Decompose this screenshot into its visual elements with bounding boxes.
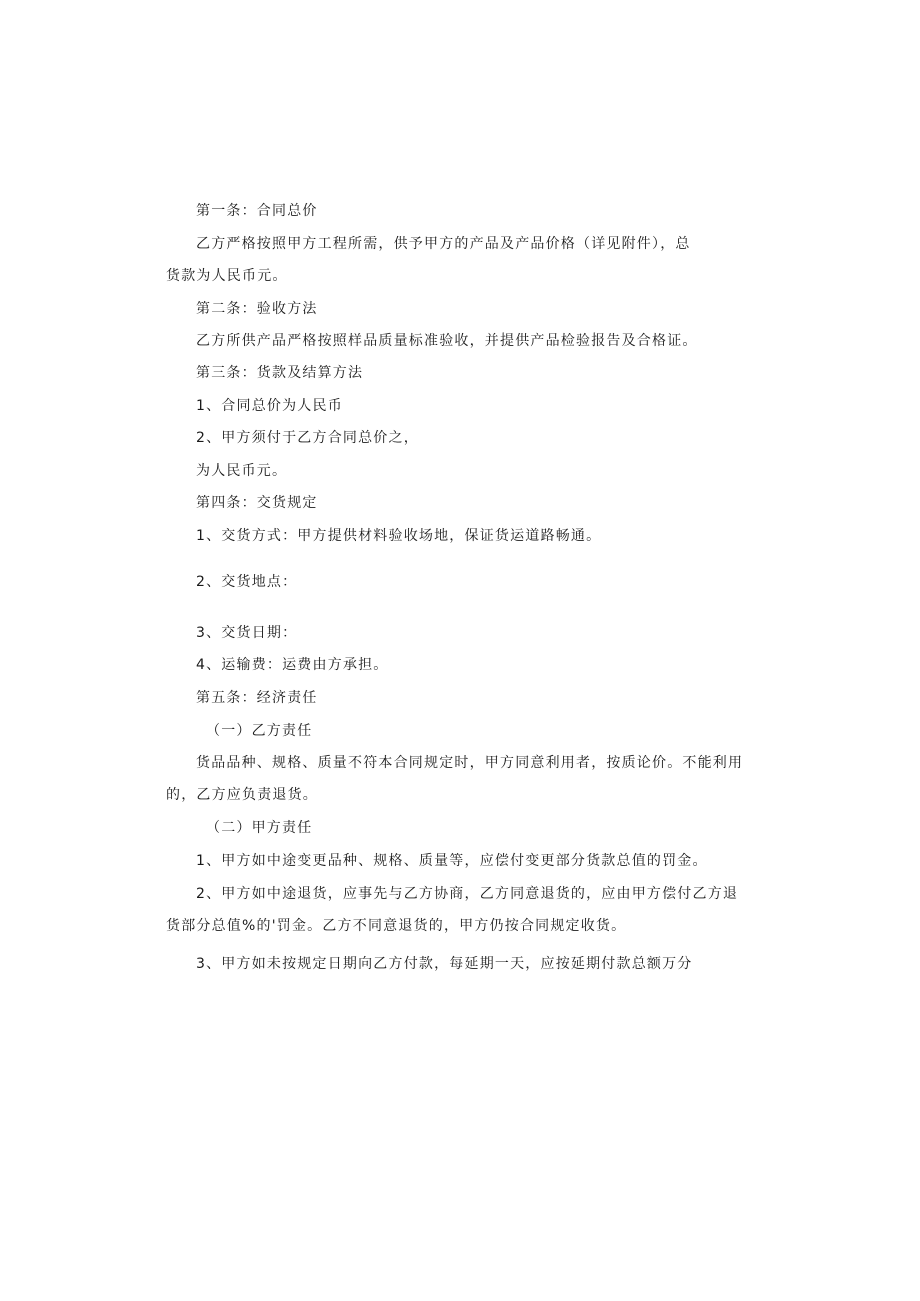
article-2-heading: 第二条：验收方法 <box>196 301 318 317</box>
article-5-sub-2-heading: （二）甲方责任 <box>206 820 313 836</box>
article-4-item-4: 4、运输费：运费由方承担。 <box>196 657 389 673</box>
article-3-item-2-cont: 为人民币元。 <box>196 463 288 479</box>
article-5-sub-2-item-3: 3、甲方如未按规定日期向乙方付款，每延期一天，应按延期付款总额万分 <box>196 956 693 972</box>
article-4-item-2: 2、交货地点： <box>196 574 298 590</box>
article-5-sub-1-text-line-2: 的，乙方应负责退货。 <box>166 787 318 803</box>
article-4-item-3: 3、交货日期： <box>196 625 298 641</box>
article-5-sub-2-item-2-line-2: 货部分总值%的'罚金。乙方不同意退货的，甲方仍按合同规定收货。 <box>166 918 627 934</box>
article-1-text-line-2: 货款为人民币元。 <box>166 268 288 284</box>
article-4-heading: 第四条：交货规定 <box>196 495 318 511</box>
article-5-sub-2-item-2-line-1: 2、甲方如中途退货，应事先与乙方协商，乙方同意退货的，应由甲方偿付乙方退 <box>196 886 739 902</box>
article-1-heading: 第一条：合同总价 <box>196 203 318 219</box>
article-5-heading: 第五条：经济责任 <box>196 690 318 706</box>
article-2-text: 乙方所供产品严格按照样品质量标准验收，并提供产品检验报告及合格证。 <box>196 333 698 349</box>
article-4-item-1: 1、交货方式：甲方提供材料验收场地，保证货运道路畅通。 <box>196 528 602 544</box>
article-1-text-line-1: 乙方严格按照甲方工程所需，供予甲方的产品及产品价格（详见附件），总 <box>196 236 691 252</box>
article-3-heading: 第三条：货款及结算方法 <box>196 365 364 381</box>
article-5-sub-1-text-line-1: 货品品种、规格、质量不符本合同规定时，甲方同意利用者，按质论价。不能利用 <box>196 755 744 771</box>
article-3-item-2: 2、甲方须付于乙方合同总价之， <box>196 430 419 446</box>
article-5-sub-1-heading: （一）乙方责任 <box>206 723 313 739</box>
article-3-item-1: 1、合同总价为人民币 <box>196 398 343 414</box>
article-5-sub-2-item-1: 1、甲方如中途变更品种、规格、质量等，应偿付变更部分货款总值的罚金。 <box>196 853 708 869</box>
